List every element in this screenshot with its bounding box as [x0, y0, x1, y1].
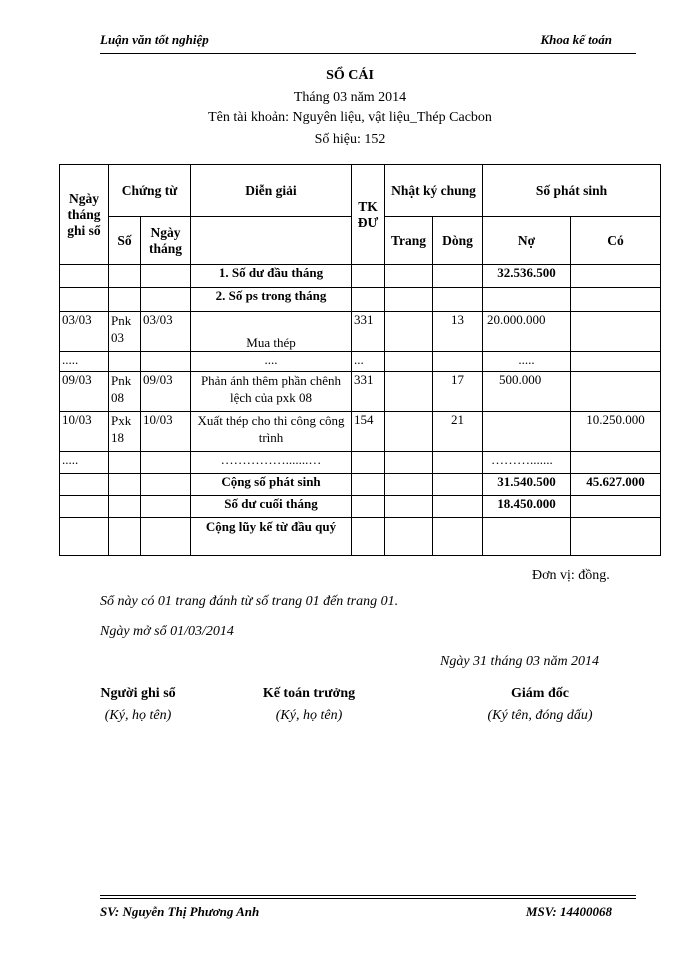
signature-role: Người ghi sổ	[100, 686, 176, 701]
cell-debit: 31.540.500	[483, 474, 571, 496]
cell-date	[60, 518, 109, 556]
cell-line	[433, 352, 483, 372]
table-row	[60, 312, 661, 352]
col-desc: Diễn giải	[191, 165, 352, 217]
cell-credit	[571, 288, 661, 312]
cell-credit	[571, 352, 661, 372]
cell-no: Pnk 03	[109, 312, 141, 352]
cell-date	[60, 496, 109, 518]
student-id: MSV: 14400068	[525, 904, 612, 919]
cell-vdate: 10/03	[141, 412, 191, 452]
cell-no	[109, 288, 141, 312]
account-name: Tên tài khoản: Nguyên liệu, vật liệu_Thép Cacbon	[208, 110, 492, 125]
cell-debit: 18.450.000	[483, 496, 571, 518]
cell-debit: 500.000	[483, 372, 571, 412]
cell-page	[385, 412, 433, 452]
col-amount: Số phát sinh	[483, 165, 661, 217]
cell-desc: Xuất thép cho thi công công trình	[191, 412, 352, 452]
cell-tk	[352, 265, 385, 288]
cell-page	[385, 518, 433, 556]
signature-note: (Ký, họ tên)	[275, 708, 343, 723]
cell-debit	[483, 518, 571, 556]
cell-desc: Cộng lũy kế từ đầu quý	[191, 518, 352, 556]
cell-tk: ...	[352, 352, 385, 372]
cell-debit: .....	[483, 352, 571, 372]
table-row	[60, 496, 661, 518]
cell-tk: 331	[352, 372, 385, 412]
ledger-title: SỔ CÁI	[326, 68, 374, 83]
cell-tk: 331	[352, 312, 385, 352]
cell-tk	[352, 452, 385, 474]
ledger-table	[59, 164, 661, 556]
header-rule	[100, 53, 636, 54]
col-line: Dòng	[433, 217, 483, 265]
cell-line	[433, 518, 483, 556]
cell-line: 21	[433, 412, 483, 452]
sign-date-note: Ngày 31 tháng 03 năm 2014	[440, 654, 600, 669]
cell-line	[433, 496, 483, 518]
footer-rule-top	[100, 895, 636, 896]
cell-line: 13	[433, 312, 483, 352]
col-voucher-no: Số	[109, 217, 141, 265]
department-label: Khoa kế toán	[540, 32, 612, 47]
cell-vdate	[141, 474, 191, 496]
cell-no: Pxk 18	[109, 412, 141, 452]
cell-debit	[483, 412, 571, 452]
cell-no	[109, 474, 141, 496]
col-journal: Nhật ký chung	[385, 165, 483, 217]
student-name: SV: Nguyễn Thị Phương Anh	[100, 904, 260, 919]
page-count-note: Sổ này có 01 trang đánh từ số trang 01 đến trang 01.	[100, 594, 399, 609]
currency-unit: Đơn vị: đồng.	[532, 568, 610, 583]
cell-vdate: 03/03	[141, 312, 191, 352]
cell-tk	[352, 518, 385, 556]
cell-page	[385, 288, 433, 312]
thesis-label: Luận văn tốt nghiệp	[100, 32, 209, 47]
signature-chief-accountant	[219, 686, 399, 724]
cell-credit: 45.627.000	[571, 474, 661, 496]
cell-page	[385, 474, 433, 496]
cell-page	[385, 452, 433, 474]
cell-no	[109, 265, 141, 288]
cell-desc: …………….......…	[191, 452, 352, 474]
cell-tk: 154	[352, 412, 385, 452]
cell-page	[385, 372, 433, 412]
signature-note: (Ký tên, đóng dấu)	[487, 708, 593, 723]
cell-credit	[571, 452, 661, 474]
cell-desc: Cộng số phát sinh	[191, 474, 352, 496]
cell-tk	[352, 288, 385, 312]
cell-tk	[352, 474, 385, 496]
cell-line	[433, 452, 483, 474]
cell-line	[433, 474, 483, 496]
col-voucher-date: Ngày tháng	[141, 217, 191, 265]
cell-credit	[571, 496, 661, 518]
cell-desc: Phản ánh thêm phần chênh lệch của pxk 08	[191, 372, 352, 412]
table-row	[60, 265, 661, 288]
cell-date: 10/03	[60, 412, 109, 452]
table-row	[60, 352, 661, 372]
cell-vdate: 09/03	[141, 372, 191, 412]
cell-desc: 1. Số dư đầu tháng	[191, 265, 352, 288]
cell-line: 17	[433, 372, 483, 412]
cell-date: 09/03	[60, 372, 109, 412]
footer-rule-bottom	[100, 898, 636, 899]
cell-line	[433, 265, 483, 288]
signature-role: Giám đốc	[511, 686, 569, 701]
cell-no	[109, 496, 141, 518]
col-credit: Có	[571, 217, 661, 265]
cell-no: Pnk 08	[109, 372, 141, 412]
table-row	[60, 518, 661, 556]
cell-line	[433, 288, 483, 312]
cell-no	[109, 352, 141, 372]
cell-credit: 10.250.000	[571, 412, 661, 452]
col-page: Trang	[385, 217, 433, 265]
cell-date: .....	[60, 352, 109, 372]
col-date: Ngày tháng ghi sổ	[60, 165, 109, 265]
col-desc-sub	[191, 217, 352, 265]
cell-desc: Số dư cuối tháng	[191, 496, 352, 518]
cell-debit: 20.000.000	[483, 312, 571, 352]
cell-page	[385, 265, 433, 288]
table-row	[60, 412, 661, 452]
table-row	[60, 288, 661, 312]
cell-vdate	[141, 265, 191, 288]
cell-vdate	[141, 496, 191, 518]
account-number: Số hiệu: 152	[314, 132, 386, 147]
table-row	[60, 372, 661, 412]
open-date-note: Ngày mở sổ 01/03/2014	[100, 624, 234, 639]
cell-vdate	[141, 452, 191, 474]
col-debit: Nợ	[483, 217, 571, 265]
cell-credit	[571, 372, 661, 412]
cell-page	[385, 496, 433, 518]
cell-vdate	[141, 352, 191, 372]
col-voucher: Chứng từ	[109, 165, 191, 217]
cell-vdate	[141, 288, 191, 312]
cell-date: .....	[60, 452, 109, 474]
cell-desc: ....	[191, 352, 352, 372]
cell-date	[60, 474, 109, 496]
cell-vdate	[141, 518, 191, 556]
table-row	[60, 474, 661, 496]
cell-credit	[571, 312, 661, 352]
cell-date: 03/03	[60, 312, 109, 352]
cell-no	[109, 452, 141, 474]
cell-date	[60, 288, 109, 312]
cell-desc: Mua thép	[191, 312, 352, 352]
cell-debit	[483, 288, 571, 312]
cell-page	[385, 352, 433, 372]
cell-date	[60, 265, 109, 288]
cell-desc: 2. Số ps trong tháng	[191, 288, 352, 312]
table-row	[60, 452, 661, 474]
cell-debit: ……….......	[483, 452, 571, 474]
page-header	[100, 32, 612, 52]
cell-debit: 32.536.500	[483, 265, 571, 288]
cell-tk	[352, 496, 385, 518]
signature-role: Kế toán trưởng	[262, 686, 356, 701]
ledger-month: Tháng 03 năm 2014	[293, 90, 407, 105]
cell-credit	[571, 518, 661, 556]
cell-page	[385, 312, 433, 352]
cell-credit	[571, 265, 661, 288]
signature-director	[450, 686, 630, 724]
signature-note: (Ký, họ tên)	[104, 708, 172, 723]
signature-bookkeeper	[48, 686, 228, 724]
col-tk: TK ĐƯ	[352, 165, 385, 265]
cell-no	[109, 518, 141, 556]
